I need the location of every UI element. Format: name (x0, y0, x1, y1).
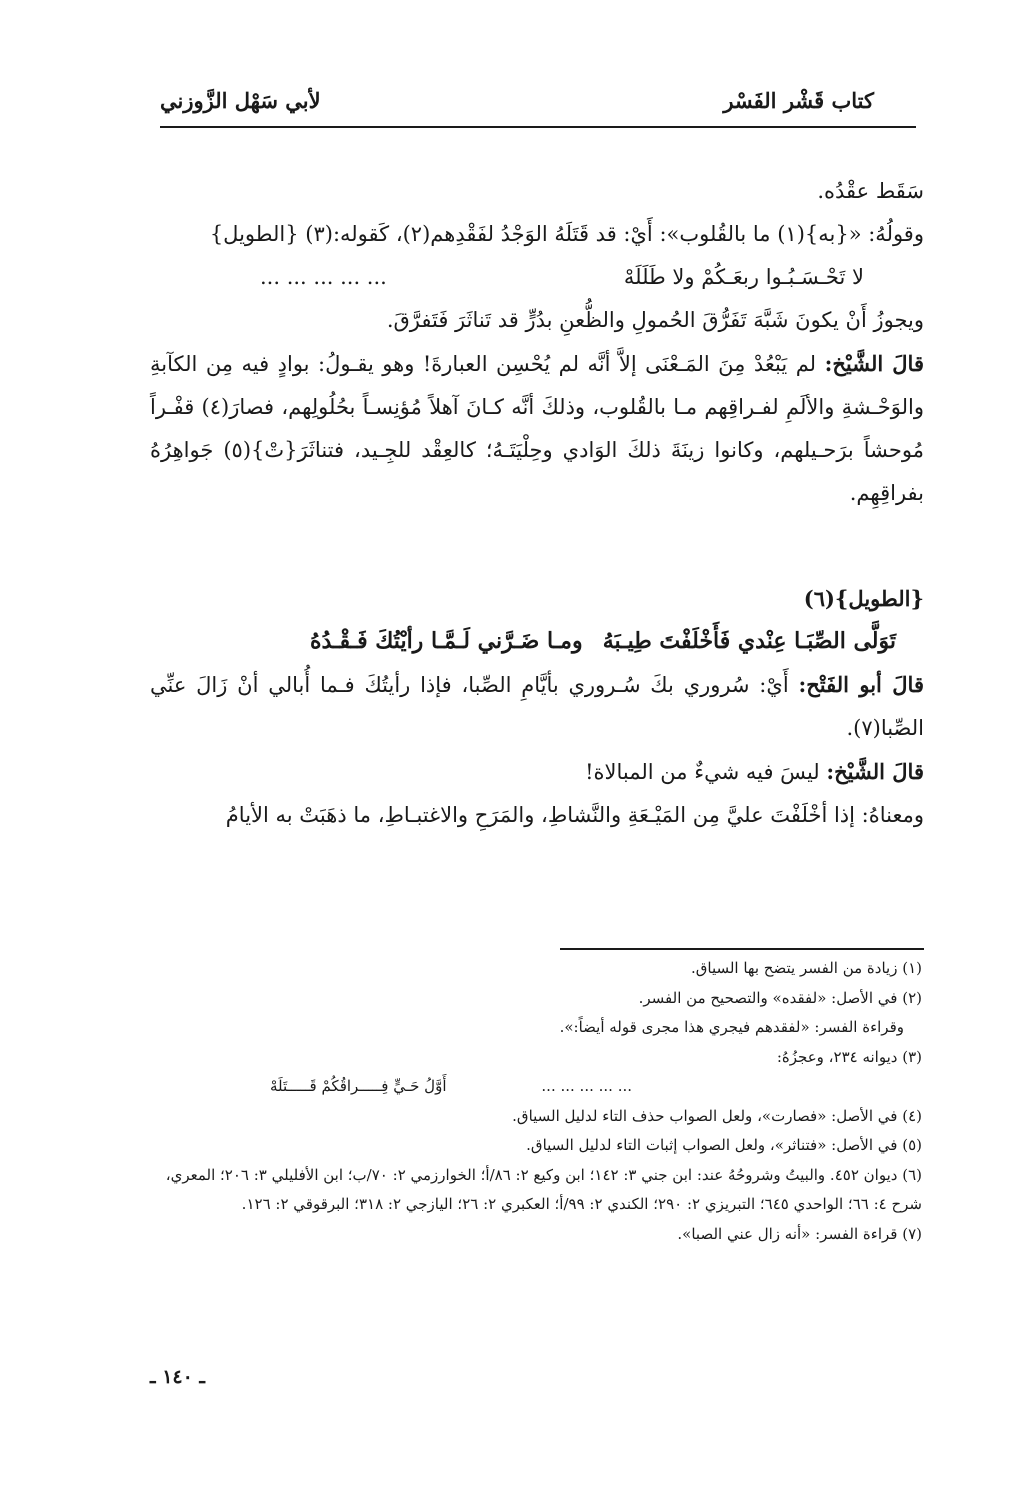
speaker-label: قالَ الشَّيْخ: (826, 759, 924, 784)
running-header (160, 88, 874, 113)
section-gap (150, 515, 924, 577)
verse-line (150, 620, 924, 663)
meter-label: {الطويل}(٦) (803, 586, 924, 611)
footnote-continuation: وقراءة الفسر: «لفقدهم فيجري هذا مجرى قوله أيضاً:». (559, 1018, 904, 1036)
verse-hemistich-first: ... ... ... ... ... (541, 1077, 632, 1095)
page-number: ـ ١٤٠ ـ (150, 1366, 205, 1388)
speaker-label: قالَ الشَّيْخ: (824, 351, 924, 376)
text-line: وقولُهُ: «{به}(١) ما بالقُلوب»: أَيْ: قد قَتَلَهُ الوَجْدُ لفَقْدِهم(٢)، كَقوله:(٣) {الطويل} (209, 222, 924, 246)
paragraph: ومعناهُ: إذا أخْلَفْتَ عليَّ مِن المَيْـعَةِ والنَّشاطِ، والمَرَحِ والاغتبـاطِ، ما ذهَبَتْ به الأيامُ (225, 803, 924, 827)
paragraph (150, 663, 924, 750)
footnote: (٤) في الأصل: «فصارت»، ولعل الصواب حذف التاء لدليل السياق. (512, 1106, 922, 1125)
footnote: (٥) في الأصل: «فتناثر»، ولعل الصواب إثبات التاء لدليل السياق. (526, 1136, 922, 1154)
text-line: سَقَط عقْدُه. (817, 179, 924, 203)
footnotes (150, 954, 922, 1249)
footnote: (٢) في الأصل: «لفقده» والتصحيح من الفسر. (638, 988, 922, 1007)
footnote: (٦) ديوان ٤٥٢. والبيتُ وشروحُهُ عند: ابن جني ٣: ١٤٢؛ ابن وكيع ٢: ٨٦/أ؛ الخوارزمي ٢: ٧٠/ب؛ ابن الأفليلي ٣: ٢٠٦؛ المعري، شرح ٤: ٦٦؛ الواحدي ٦٤٥؛ التبريزي ٢: ٢٩٠؛ الكندي ٢: ٩٩/أ؛ العكبري ٢: ٢٦؛ اليازجي ٢: ٣١٨؛ البرقوقي ٢: ١٢٦. (165, 1165, 922, 1213)
book-title: كتاب قَشْر الفَسْر (723, 88, 874, 113)
verse-hemistich-second: أَوَّلُ حَـيٍّ فِـــــراقُكُمْ قَـــــتَلَهْ (270, 1077, 447, 1095)
paragraph-text: أَيْ: سُروري بكَ سُـروري بأيَّامِ الصِّبا، فإذا رأيتُكَ فـما أُبالي أنْ زَالَ عنِّي الصِّبا(٧). (150, 673, 924, 740)
verse-hemistich-first: لا تَحْـسَـبُـوا ربعَـكُمْ ولا طَلَلَهْ (623, 265, 864, 289)
verse-hemistich-first: تَوَلَّى الصِّبَـا عِنْدي فَأَخْلَفْتَ طِيـبَهُ (602, 628, 896, 654)
author-name: لأبي سَهْل الزَّوزني (160, 88, 321, 113)
paragraph: ويجوزُ أَنْ يكونَ شَبَّهَ تَفَرُّقَ الحُمولِ والظُّعنِ بدُرٍّ قد تَناثَرَ فَتَفرَّقَ. (386, 308, 924, 332)
verse-line (150, 256, 924, 299)
speaker-label: قالَ أبو الفَتْح: (798, 672, 924, 697)
footnote-divider (560, 948, 924, 950)
paragraph (150, 750, 924, 794)
header-divider (160, 126, 916, 128)
footnote-verse (150, 1072, 922, 1102)
footnote: (١) زيادة من الفسر يتضح بها السياق. (690, 959, 922, 977)
footnote: (٧) قراءة الفسر: «أنه زال عني الصبا». (677, 1224, 922, 1243)
verse-hemistich-second: ومـا ضَـرَّني لَـمَّـا رأيْتُكَ فَـقْـدُهُ (310, 628, 583, 654)
main-text (150, 170, 924, 837)
paragraph-text: ليسَ فيه شيءٌ من المبالاة! (585, 760, 827, 784)
paragraph-text: لم يَبْعُدْ مِنَ المَـعْنَى إلاَّ أنَّه لم يُحْسِن العبارةَ! وهو يقـولُ: بوادٍ فيه مِن الكآبةِ والوَحْـشةِ والألَمِ لفـراقِهم مـا بالقُلوب، وذلكَ أنَّه كـانَ آهلاً مُؤنِسـاً بحُلُولِهم، فصارَ(٤) قفْـراً مُوحشاً برَحـيلهم، وكانوا زينَةَ ذلكَ الوَادي وحِلْيَتَـهُ؛ كالعِقْد للجِـيد، فتناثَرَ{تْ}(٥) جَواهِرُهُ بفراقِهِم. (150, 352, 925, 505)
paragraph (150, 342, 924, 515)
footnote: (٣) ديوانه ٢٣٤، وعجزُهُ: (776, 1047, 922, 1066)
verse-hemistich-second: ... ... ... ... ... (260, 265, 387, 289)
